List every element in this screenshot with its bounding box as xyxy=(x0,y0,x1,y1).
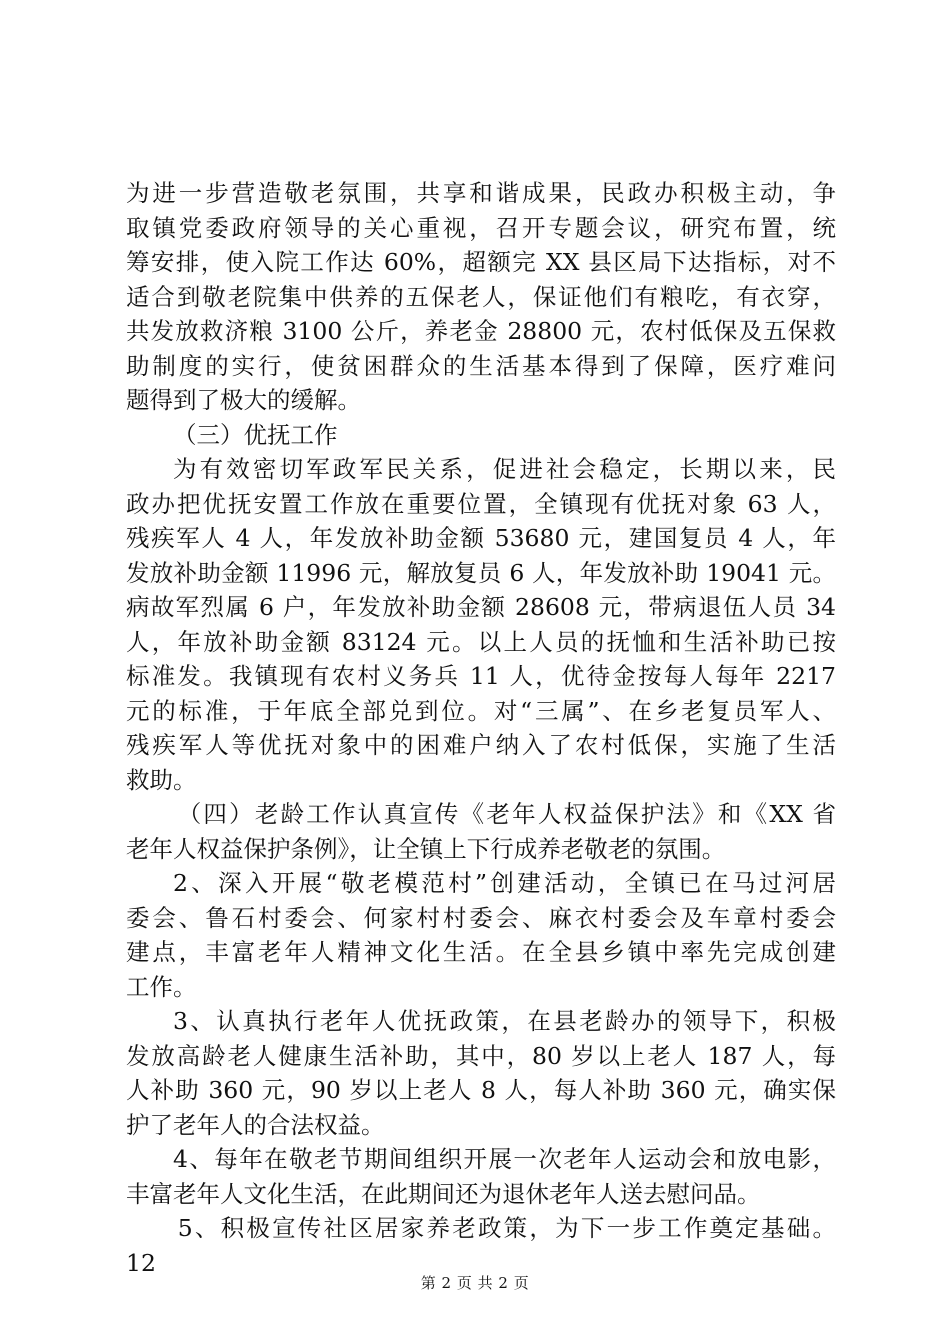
body-line: 3、认真执行老年人优抚政策，在县老龄办的领导下，积极 xyxy=(173,1007,836,1035)
body-line: 人，年放补助金额 83124 元。以上人员的抚恤和生活补助已按 xyxy=(126,627,836,656)
body-line: 丰富老年人文化生活，在此期间还为退休老年人送去慰问品。 xyxy=(126,1179,761,1208)
page-footer: 第 2 页 共 2 页 xyxy=(420,1274,530,1292)
body-line: 发放补助金额 11996 元，解放复员 6 人，年发放补助 19041 元。 xyxy=(126,558,836,587)
document-body xyxy=(126,176,836,1280)
body-line: 发放高龄老人健康生活补助，其中，80 岁以上老人 187 人，每 xyxy=(126,1041,836,1070)
body-line: 题得到了极大的缓解。 xyxy=(126,386,361,414)
body-line: 残疾军人 4 人，年发放补助金额 53680 元，建国复员 4 人，年 xyxy=(126,524,836,552)
body-line: 残疾军人等优抚对象中的困难户纳入了农村低保，实施了生活 xyxy=(126,731,836,759)
body-line: 适合到敬老院集中供养的五保老人，保证他们有粮吃，有衣穿， xyxy=(126,282,836,311)
body-line: 人补助 360 元，90 岁以上老人 8 人，每人补助 360 元，确实保 xyxy=(126,1076,836,1104)
body-line: （三）优抚工作 xyxy=(173,420,338,449)
body-line: 工作。 xyxy=(126,972,197,1001)
body-line: 2、深入开展“敬老模范村”创建活动，全镇已在马过河居 xyxy=(173,869,836,897)
body-line: 政办把优抚安置工作放在重要位置，全镇现有优抚对象 63 人， xyxy=(126,489,836,518)
body-line: 病故军烈属 6 户，年发放补助金额 28608 元，带病退伍人员 34 xyxy=(126,593,836,621)
body-line: 建点，丰富老年人精神文化生活。在全县乡镇中率先完成创建 xyxy=(126,938,836,966)
body-line: 委会、鲁石村委会、何家村村委会、麻衣村委会及车章村委会 xyxy=(126,903,836,932)
body-line: 助制度的实行，使贫困群众的生活基本得到了保障，医疗难问 xyxy=(126,351,836,380)
body-line: 老年人权益保护条例》，让全镇上下行成养老敬老的氛围。 xyxy=(126,834,726,863)
body-line: 共发放救济粮 3100 公斤，养老金 28800 元，农村低保及五保救 xyxy=(126,317,836,345)
body-line: （四）老龄工作认真宣传《老年人权益保护法》和《XX 省 xyxy=(177,800,836,828)
body-line: 为有效密切军政军民关系，促进社会稳定，长期以来，民 xyxy=(173,455,836,483)
body-line: 护了老年人的合法权益。 xyxy=(126,1110,385,1139)
body-line: 标准发。我镇现有农村义务兵 11 人，优待金按每人每年 2217 xyxy=(126,662,836,690)
body-line: 取镇党委政府领导的关心重视，召开专题会议，研究布置，统 xyxy=(126,213,836,242)
body-line: 救助。 xyxy=(126,765,197,794)
body-line: 12 xyxy=(126,1248,156,1277)
body-line: 筹安排，使入院工作达 60%，超额完 XX 县区局下达指标，对不 xyxy=(126,248,836,276)
body-line: 4、每年在敬老节期间组织开展一次老年人运动会和放电影， xyxy=(173,1145,836,1173)
body-line: 元的标准，于年底全部兑到位。对“三属”、在乡老复员军人、 xyxy=(126,696,836,725)
body-line: 为进一步营造敬老氛围，共享和谐成果，民政办积极主动，争 xyxy=(126,179,836,207)
body-line: 5、积极宣传社区居家养老政策，为下一步工作奠定基础。 xyxy=(177,1214,836,1242)
